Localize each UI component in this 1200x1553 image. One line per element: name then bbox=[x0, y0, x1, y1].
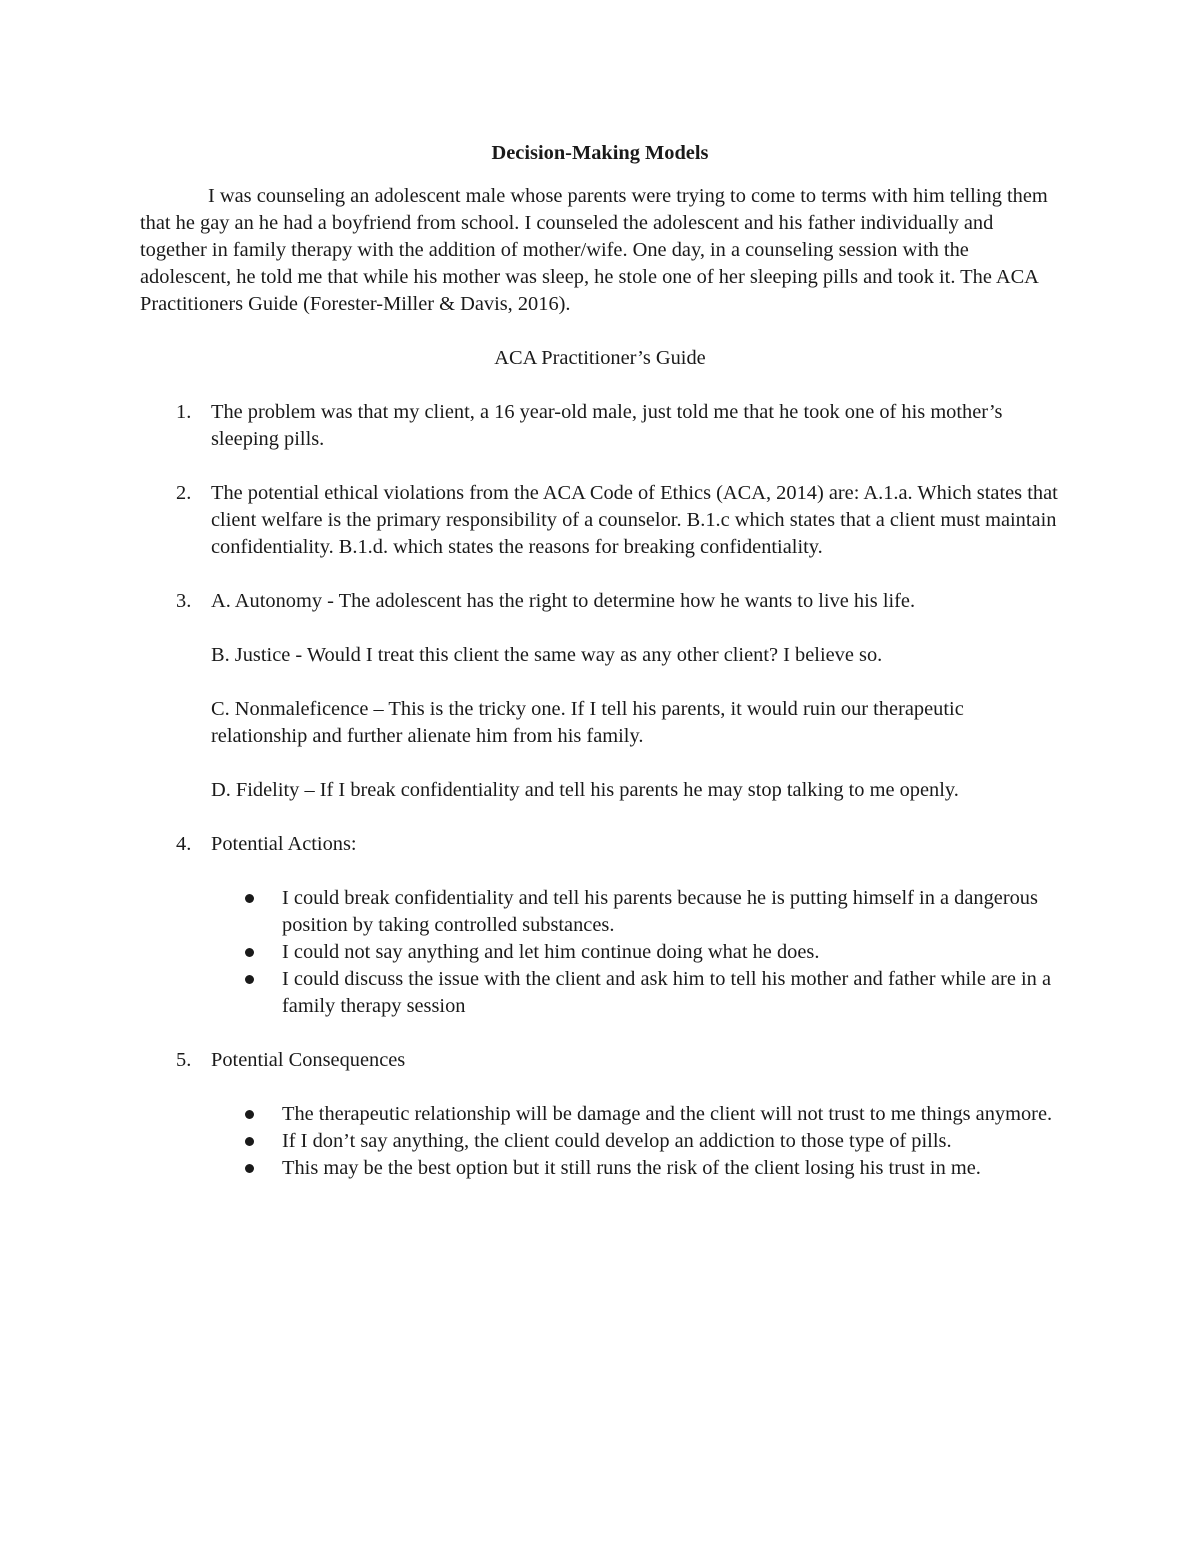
item-text: The potential ethical violations from the ACA Code of Ethics (ACA, 2014) are: A.1.a. Which states that client welfare is the primary responsibility of a counselor. B.1.c which states that a client must maintain confidentiality. B.1.d. which states the reasons for breaking confidentiality. bbox=[211, 482, 1058, 558]
list-item-4 bbox=[140, 831, 1060, 1020]
bullet-icon bbox=[245, 948, 254, 957]
bullet-item bbox=[211, 885, 1060, 939]
item-text: Potential Consequences bbox=[211, 1049, 406, 1071]
bullet-text: The therapeutic relationship will be damage and the client will not trust to me things anymore. bbox=[282, 1103, 1053, 1125]
document-title: Decision-Making Models bbox=[491, 142, 709, 164]
bullet-icon bbox=[245, 894, 254, 903]
bullet-text: I could not say anything and let him continue doing what he does. bbox=[282, 941, 820, 963]
bullet-list bbox=[211, 885, 1060, 1020]
item-number: 4. bbox=[176, 833, 192, 855]
bullet-icon bbox=[245, 1137, 254, 1146]
bullet-text: I could break confidentiality and tell his parents because he is putting himself in a dangerous position by taking controlled substances. bbox=[282, 887, 1038, 936]
item-number: 3. bbox=[176, 590, 192, 612]
document-page bbox=[140, 140, 1060, 1209]
list-item-2 bbox=[140, 480, 1060, 561]
bullet-list bbox=[211, 1101, 1060, 1182]
item-text: The problem was that my client, a 16 year-old male, just told me that he took one of his mother’s sleeping pills. bbox=[211, 401, 1003, 450]
bullet-icon bbox=[245, 975, 254, 984]
numbered-list bbox=[140, 399, 1060, 1182]
principle-nonmaleficence: C. Nonmaleficence – This is the tricky one. If I tell his parents, it would ruin our therapeutic relationship and further alienate him from his family. bbox=[211, 698, 964, 747]
principle-autonomy: A. Autonomy - The adolescent has the right to determine how he wants to live his life. bbox=[211, 590, 916, 612]
bullet-item bbox=[211, 1155, 1060, 1182]
list-item-5 bbox=[140, 1047, 1060, 1182]
item-number: 2. bbox=[176, 482, 192, 504]
item-number: 1. bbox=[176, 401, 192, 423]
item-number: 5. bbox=[176, 1049, 192, 1071]
bullet-text: I could discuss the issue with the client and ask him to tell his mother and father while are in a family therapy session bbox=[282, 968, 1051, 1017]
list-item-1 bbox=[140, 399, 1060, 453]
bullet-icon bbox=[245, 1164, 254, 1173]
principle-justice: B. Justice - Would I treat this client the same way as any other client? I believe so. bbox=[211, 644, 883, 666]
bullet-icon bbox=[245, 1110, 254, 1119]
bullet-item bbox=[211, 1128, 1060, 1155]
intro-paragraph: I was counseling an adolescent male whose parents were trying to come to terms with him telling them that he gay an he had a boyfriend from school. I counseled the adolescent and his father individually and together in family therapy with the addition of mother/wife. One day, in a counseling session with the adolescent, he told me that while his mother was sleep, he stole one of her sleeping pills and took it. The ACA Practitioners Guide (Forester-Miller & Davis, 2016). bbox=[140, 185, 1048, 315]
bullet-text: If I don’t say anything, the client could develop an addiction to those type of pills. bbox=[282, 1130, 952, 1152]
bullet-item bbox=[211, 939, 1060, 966]
section-heading: ACA Practitioner’s Guide bbox=[494, 347, 706, 369]
item-text: Potential Actions: bbox=[211, 833, 357, 855]
bullet-item bbox=[211, 1101, 1060, 1128]
bullet-item bbox=[211, 966, 1060, 1020]
bullet-text: This may be the best option but it still runs the risk of the client losing his trust in me. bbox=[282, 1157, 981, 1179]
list-item-3 bbox=[140, 588, 1060, 804]
principle-fidelity: D. Fidelity – If I break confidentiality and tell his parents he may stop talking to me openly. bbox=[211, 779, 959, 801]
